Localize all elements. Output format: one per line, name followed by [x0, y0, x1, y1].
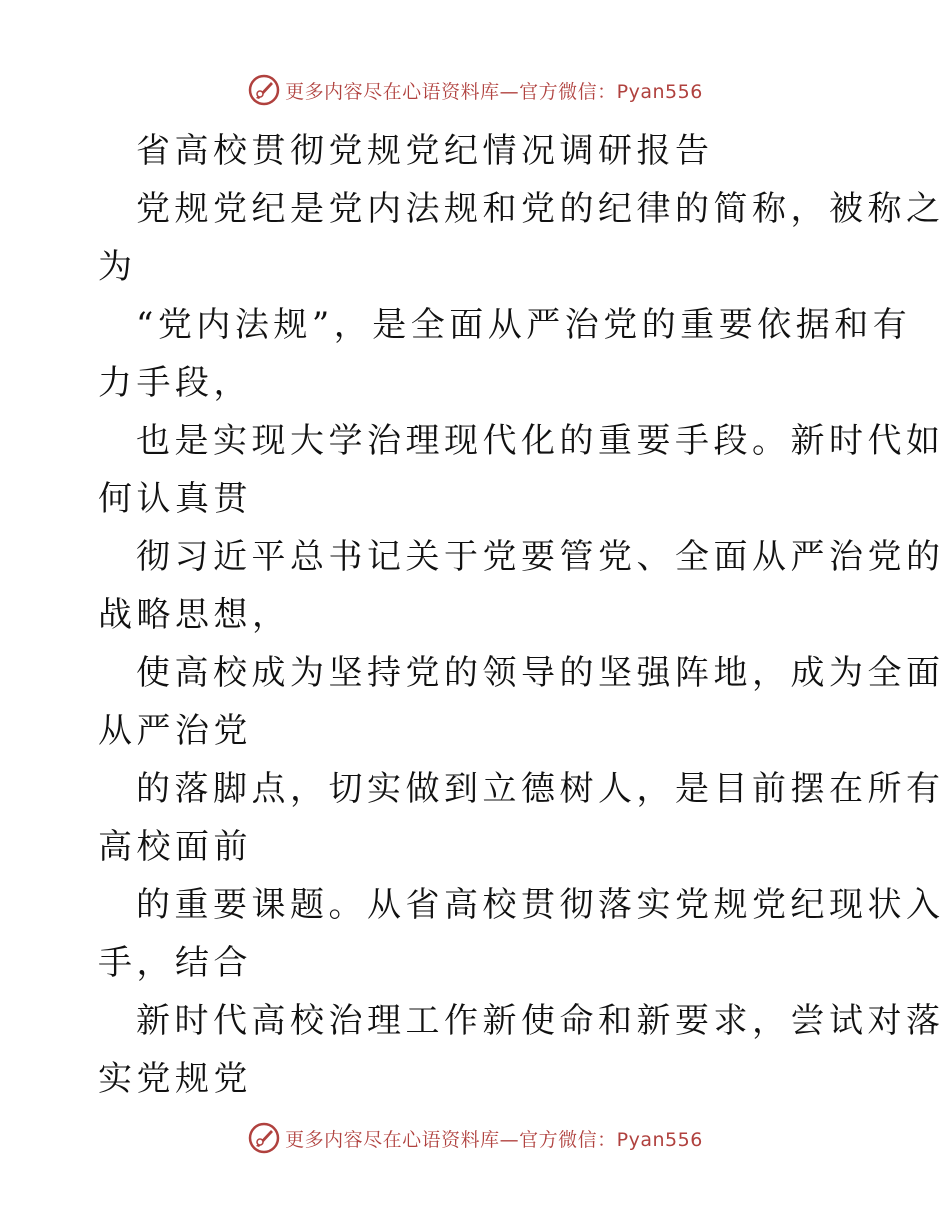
paragraph-line: 高校面前 — [98, 827, 252, 867]
document-body — [98, 122, 945, 1108]
paragraph-line: 手，结合 — [98, 943, 252, 983]
paragraph-line: 实党规党 — [98, 1059, 252, 1099]
paragraph-line: 彻习近平总书记关于党要管党、全面从严治党的 — [136, 537, 945, 577]
header-banner — [0, 70, 950, 110]
paragraph-line: 力手段， — [98, 363, 252, 403]
footer-banner — [0, 1118, 950, 1158]
document-title: 省高校贯彻党规党纪情况调研报告 — [136, 131, 714, 171]
quill-logo-icon — [247, 73, 281, 107]
paragraph-line: 也是实现大学治理现代化的重要手段。新时代如 — [136, 421, 945, 461]
paragraph-line: 的重要课题。从省高校贯彻落实党规党纪现状入 — [136, 885, 945, 925]
footer-banner-text: 更多内容尽在心语资料库—官方微信：Pyan556 — [285, 1128, 703, 1151]
paragraph-line: “党内法规”，是全面从严治党的重要依据和有 — [136, 305, 912, 345]
paragraph-line: 何认真贯 — [98, 479, 252, 519]
header-banner-text: 更多内容尽在心语资料库—官方微信：Pyan556 — [285, 80, 703, 103]
paragraph-line: 党规党纪是党内法规和党的纪律的简称，被称之 — [136, 189, 945, 229]
paragraph-line: 战略思想， — [98, 595, 291, 635]
paragraph-line: 为 — [98, 247, 137, 287]
paragraph-line: 使高校成为坚持党的领导的坚强阵地，成为全面 — [136, 653, 945, 693]
paragraph-line: 从严治党 — [98, 711, 252, 751]
quill-logo-icon — [247, 1121, 281, 1155]
paragraph-line: 新时代高校治理工作新使命和新要求，尝试对落 — [136, 1001, 945, 1041]
paragraph-line: 的落脚点，切实做到立德树人，是目前摆在所有 — [136, 769, 945, 809]
